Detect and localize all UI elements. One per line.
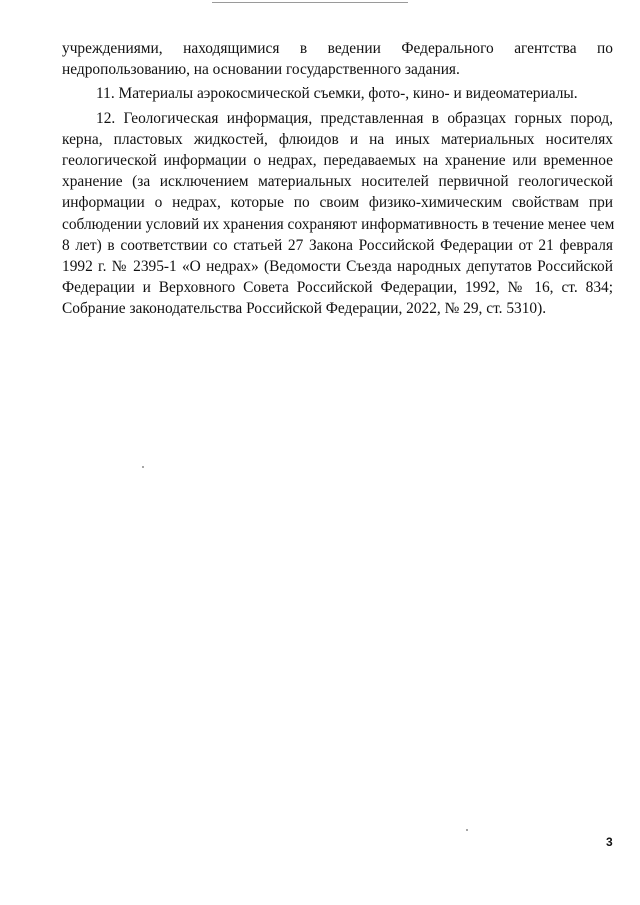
scan-speck [466, 829, 468, 831]
text-line: недропользованию, на основании государственного задания. [62, 61, 460, 79]
text-line: Собрание законодательства Российской Федерации, 2022, № 29, ст. 5310). [62, 300, 547, 318]
text-line: 8 лет) в соответствии со статьей 27 Закона Российской Федерации от 21 февраля [62, 236, 613, 254]
text-line: керна, пластовых жидкостей, флюидов и на иных материальных носителях [62, 130, 613, 148]
paragraph-item-11 [62, 83, 613, 104]
continuation-paragraph [62, 38, 613, 80]
text-line: геологической информации о недрах, передаваемых на хранение или временное [62, 151, 613, 169]
scan-edge-line [212, 2, 408, 3]
text-line: информации о недрах, которые по своим физико-химическим свойствам при [62, 194, 613, 212]
text-line: Федерации и Верховного Совета Российской Федерации, 1992, № 16, ст. 834; [62, 279, 613, 297]
text-line: хранение (за исключением материальных носителей первичной геологической [62, 173, 613, 191]
paragraph-item-12 [62, 108, 613, 320]
text-line: 11. Материалы аэрокосмической съемки, фото-, кино- и видеоматериалы. [96, 85, 578, 103]
scan-speck [142, 466, 144, 468]
text-line: соблюдении условий их хранения сохраняют информативность в течение менее чем [62, 215, 615, 233]
page-number: 3 [606, 835, 613, 849]
text-line: 12. Геологическая информация, представленная в образцах горных пород, [96, 109, 613, 127]
text-line: учреждениями, находящимися в ведении Федерального агентства по [62, 40, 613, 57]
text-line: 1992 г. № 2395-1 «О недрах» (Ведомости Съезда народных депутатов Российской [62, 257, 613, 275]
document-page [62, 38, 613, 319]
